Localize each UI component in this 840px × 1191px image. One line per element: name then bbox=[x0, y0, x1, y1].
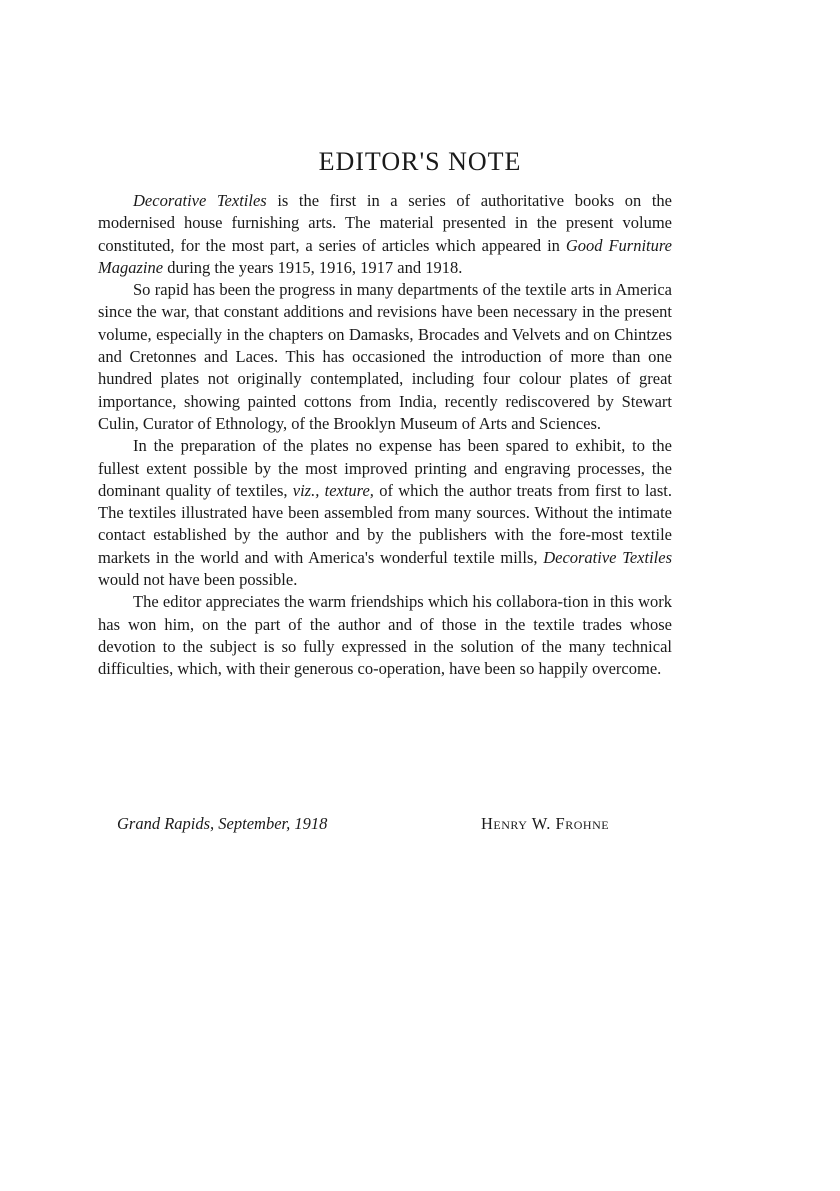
italic-text: Decorative Textiles bbox=[133, 191, 267, 210]
text-run: would not have been possible. bbox=[98, 570, 298, 590]
paragraph bbox=[98, 190, 672, 279]
italic-text: Good Furniture Magazine bbox=[98, 235, 673, 277]
italic-text: viz., texture, bbox=[292, 480, 374, 500]
italic-text: Decorative Textiles bbox=[543, 547, 672, 567]
text-run: So rapid has been the progress in many departments of the textile arts in America since the war, that constant additions and revisions have been necessary in the present volume, especially in the chapters on Damasks, Brocades and Velvets and on Chintzes and Cretonnes and Laces. This has occasioned the introduction of more than one hundred plates not originally contemplated, including four colour plates of great importance, showing painted cottons from India, recently rediscovered by Stewart Culin, Curator of Ethnology, of the Brooklyn Museum of Arts and Sciences. bbox=[98, 280, 672, 433]
text-run: during the years 1915, 1916, 1917 and 1918. bbox=[163, 257, 463, 277]
page-title: EDITOR'S NOTE bbox=[318, 147, 522, 176]
editors-note-body bbox=[98, 190, 672, 681]
place-and-date: Grand Rapids, September, 1918 bbox=[117, 814, 328, 833]
text-run: The editor appreciates the warm friendships which his collabora-tion in this work has won him, on the part of the author and of those in the textile trades whose devotion to the subject is so fully expressed in the solution of the many technical difficulties, which, with their generous co-operation, have been so happily overcome. bbox=[98, 592, 672, 679]
text-run: In the preparation of the plates no expense has been spared to exhibit, to the fullest extent possible by the most improved printing and engraving processes, the dominant quality of textiles, bbox=[98, 436, 672, 500]
paragraph bbox=[98, 435, 672, 591]
text-run: is the first in a series of authoritative books on the modernised house furnishing arts. The material presented in the present volume constituted, for the most part, a series of articles which appeared in bbox=[98, 191, 672, 255]
paragraph bbox=[98, 591, 672, 680]
paragraph bbox=[98, 279, 672, 435]
text-run: of which the author treats from first to last. The textiles illustrated have been assembled from many sources. Without the intimate contact established by the author and by the publishers with the fore-most textile markets in the world and with America's wonderful textile mills, bbox=[98, 480, 672, 567]
editor-signature: Henry W. Frohne bbox=[481, 814, 610, 833]
